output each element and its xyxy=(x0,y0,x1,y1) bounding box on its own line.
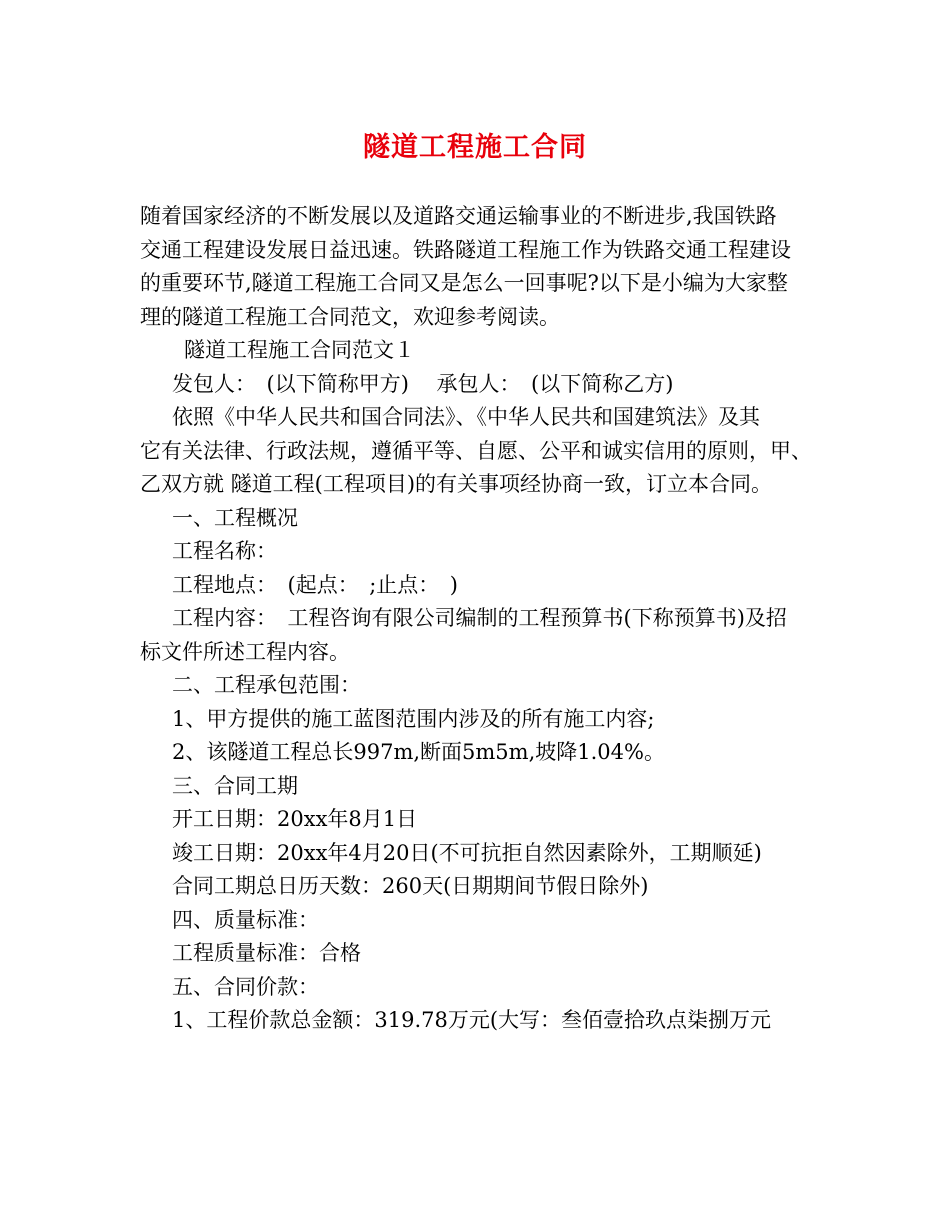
paragraph-line: 理的隧道工程施工合同范文，欢迎参考阅读。 xyxy=(140,304,560,329)
section-heading: 三、合同工期 xyxy=(172,773,298,798)
paragraph-line: 合同工期总日历天数：260天(日期期间节假日除外) xyxy=(172,874,649,898)
paragraph-line: 随着国家经济的不断发展以及道路交通运输事业的不断进步,我国铁路 xyxy=(140,204,777,228)
paragraph-line: 它有关法律、行政法规，遵循平等、自愿、公平和诚实信用的原则，甲、 xyxy=(140,438,812,463)
paragraph-line: 工程名称： xyxy=(172,539,277,563)
section-heading: 二、工程承包范围： xyxy=(172,673,361,697)
section-heading: 一、工程概况 xyxy=(172,505,298,530)
paragraph-line: 工程质量标准：合格 xyxy=(172,941,361,965)
document-title: 隧道工程施工合同 xyxy=(363,132,587,163)
section-heading: 四、质量标准： xyxy=(172,907,319,932)
section-heading: 隧道工程施工合同范文１ xyxy=(184,338,415,362)
paragraph-line: 乙双方就 隧道工程(工程项目)的有关事项经协商一致，订立本合同。 xyxy=(140,472,773,496)
paragraph-line: 1、甲方提供的施工蓝图范围内涉及的所有施工内容; xyxy=(172,706,655,731)
paragraph-line: 工程地点： (起点： ;止点： ) xyxy=(172,572,458,597)
paragraph-line: 的重要环节,隧道工程施工合同又是怎么一回事呢?以下是小编为大家整 xyxy=(140,271,788,295)
paragraph-line: 1、工程价款总金额：319.78万元(大写：叁佰壹拾玖点柒捌万元 xyxy=(172,1008,772,1032)
paragraph-line: 工程内容： 工程咨询有限公司编制的工程预算书(下称预算书)及招 xyxy=(172,606,787,630)
paragraph-line: 2、该隧道工程总长997m,断面5m5m,坡降1.04%。 xyxy=(172,740,665,764)
paragraph-line: 发包人： (以下简称甲方) 承包人： (以下简称乙方) xyxy=(172,371,674,396)
paragraph-line: 开工日期：20xx年8月1日 xyxy=(172,807,418,831)
paragraph-line: 依照《中华人民共和国合同法》、《中华人民共和国建筑法》及其 xyxy=(172,405,760,429)
section-heading: 五、合同价款： xyxy=(172,974,319,999)
paragraph-line: 竣工日期：20xx年4月20日(不可抗拒自然因素除外，工期顺延) xyxy=(172,840,762,865)
paragraph-line: 交通工程建设发展日益迅速。铁路隧道工程施工作为铁路交通工程建设 xyxy=(140,237,791,262)
document-body xyxy=(140,200,818,1038)
paragraph-line: 标文件所述工程内容。 xyxy=(140,639,350,664)
